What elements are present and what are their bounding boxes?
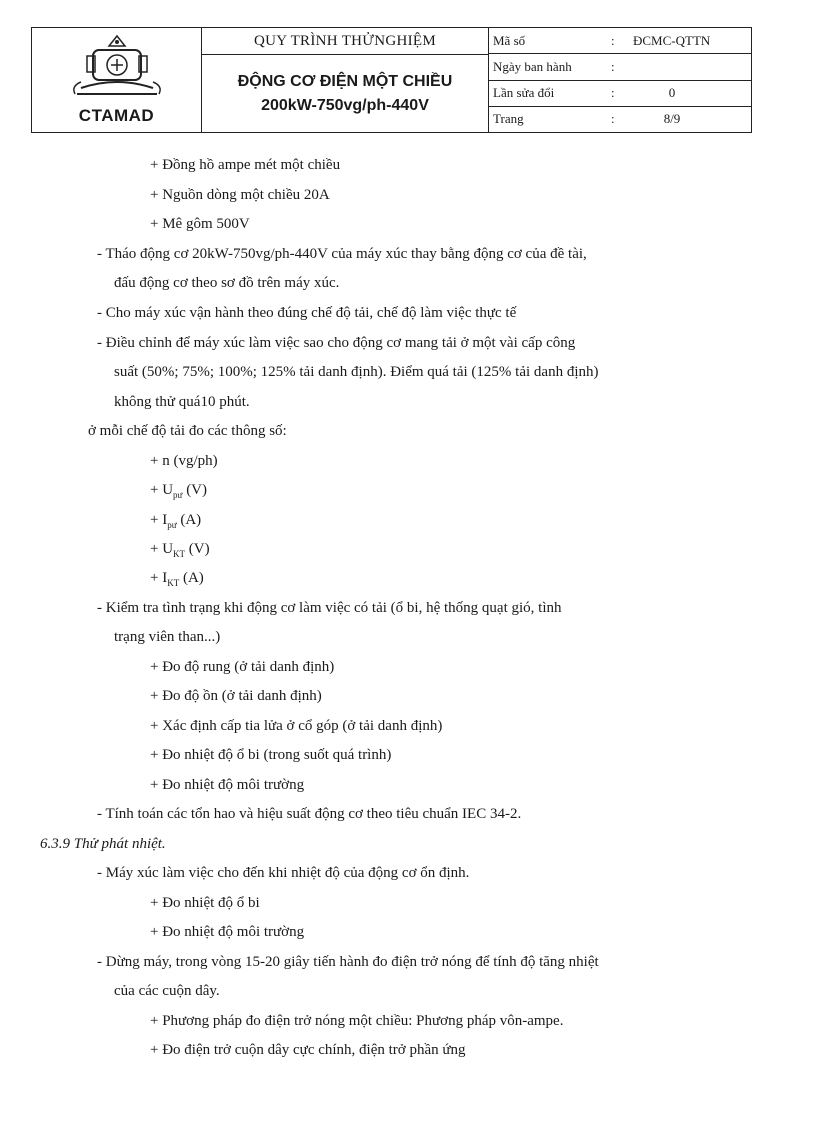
meta-row-revision <box>489 81 751 107</box>
procedure-title: QUY TRÌNH THỬNGHIỆM <box>202 28 488 55</box>
meta-key: Lần sửa đổi <box>493 85 555 101</box>
meta-row-issue-date <box>489 54 751 80</box>
step-item: - Điều chỉnh để máy xúc làm việc sao cho động cơ mang tải ở một vài cấp công <box>97 335 576 351</box>
step-continuation: không thử quá10 phút. <box>114 394 250 410</box>
equipment-item: + Đồng hồ ampe mét một chiều <box>150 157 341 173</box>
meta-key: Ngày ban hành <box>493 58 572 74</box>
equipment-item: + Mê gôm 500V <box>150 216 250 232</box>
meta-row-code <box>489 28 751 54</box>
check-item: + Đo nhiệt độ ổ bi (trong suốt quá trình) <box>150 747 392 763</box>
check-item: + Đo độ rung (ở tải danh định) <box>150 659 335 675</box>
product-spec: 200kW-750vg/ph-440V <box>261 96 429 114</box>
step-item: - Tháo động cơ 20kW-750vg/ph-440V của máy xúc thay bằng động cơ của đề tài, <box>97 246 587 262</box>
meta-value: ĐCMC-QTTN <box>633 32 711 48</box>
step-continuation: của các cuộn dây. <box>114 983 220 999</box>
meta-row-page <box>489 107 751 132</box>
parameter-item: + $I_{pư}$ (A) <box>150 512 202 530</box>
parameter-item: + $I_{KT}$ (A) <box>150 570 204 588</box>
meta-sep: : <box>611 58 615 74</box>
parameter-item: + $U_{KT}$ (V) <box>150 541 210 559</box>
meta-key: Mã số <box>493 32 526 48</box>
logo-text: CTAMAD <box>78 106 155 125</box>
parameter-item: + $U_{pư}$ (V) <box>150 482 208 500</box>
meta-value: 8/9 <box>663 111 681 127</box>
step-continuation: trạng viên than...) <box>114 629 221 645</box>
meta-value: 0 <box>668 85 676 101</box>
parameter-item: + n (vg/ph) <box>150 453 218 469</box>
meta-sep: : <box>611 32 615 48</box>
step-item: - Cho máy xúc vận hành theo đúng chế độ tải, chế độ làm việc thực tế <box>97 305 517 321</box>
step-item: - Máy xúc làm việc cho đến khi nhiệt độ của động cơ ổn định. <box>97 865 470 881</box>
step-item: - Dừng máy, trong vòng 15-20 giây tiến hành đo điện trở nóng để tính độ tăng nhiệt <box>97 954 599 970</box>
product-name: ĐỘNG CƠ ĐIỆN MỘT CHIỀU <box>237 72 453 90</box>
meta-key: Trang <box>493 111 524 127</box>
step-item: - Kiểm tra tình trạng khi động cơ làm việc có tải (ổ bi, hệ thống quạt gió, tình <box>97 600 562 616</box>
product-title <box>202 55 488 132</box>
equipment-item: + Nguồn dòng một chiều 20A <box>150 187 330 203</box>
check-item: + Xác định cấp tia lửa ở cổ góp (ở tải danh định) <box>150 718 443 734</box>
section-heading: 6.3.9 Thử phát nhiệt. <box>40 836 166 852</box>
document-header <box>31 27 752 133</box>
paragraph: ở mỗi chế độ tải đo các thông số: <box>88 423 287 439</box>
method-item: + Đo điện trở cuộn dây cực chính, điện trở phần ứng <box>150 1042 466 1058</box>
step-continuation: đấu động cơ theo sơ đồ trên máy xúc. <box>114 275 340 291</box>
check-item: + Đo độ ồn (ở tải danh định) <box>150 688 322 704</box>
method-item: + Phương pháp đo điện trở nóng một chiều: Phương pháp vôn-ampe. <box>150 1013 564 1029</box>
check-item: + Đo nhiệt độ môi trường <box>150 924 305 940</box>
title-cell <box>202 28 489 132</box>
check-item: + Đo nhiệt độ ổ bi <box>150 895 260 911</box>
meta-sep: : <box>611 85 615 101</box>
step-continuation: suất (50%; 75%; 100%; 125% tải danh định). Điểm quá tải (125% tải danh định) <box>114 364 599 380</box>
logo-cell <box>32 28 202 132</box>
check-item: + Đo nhiệt độ môi trường <box>150 777 305 793</box>
meta-sep: : <box>611 111 615 127</box>
meta-cell <box>489 28 751 132</box>
company-logo-icon <box>67 32 167 102</box>
step-item: - Tính toán các tổn hao và hiệu suất động cơ theo tiêu chuẩn IEC 34-2. <box>97 806 522 822</box>
